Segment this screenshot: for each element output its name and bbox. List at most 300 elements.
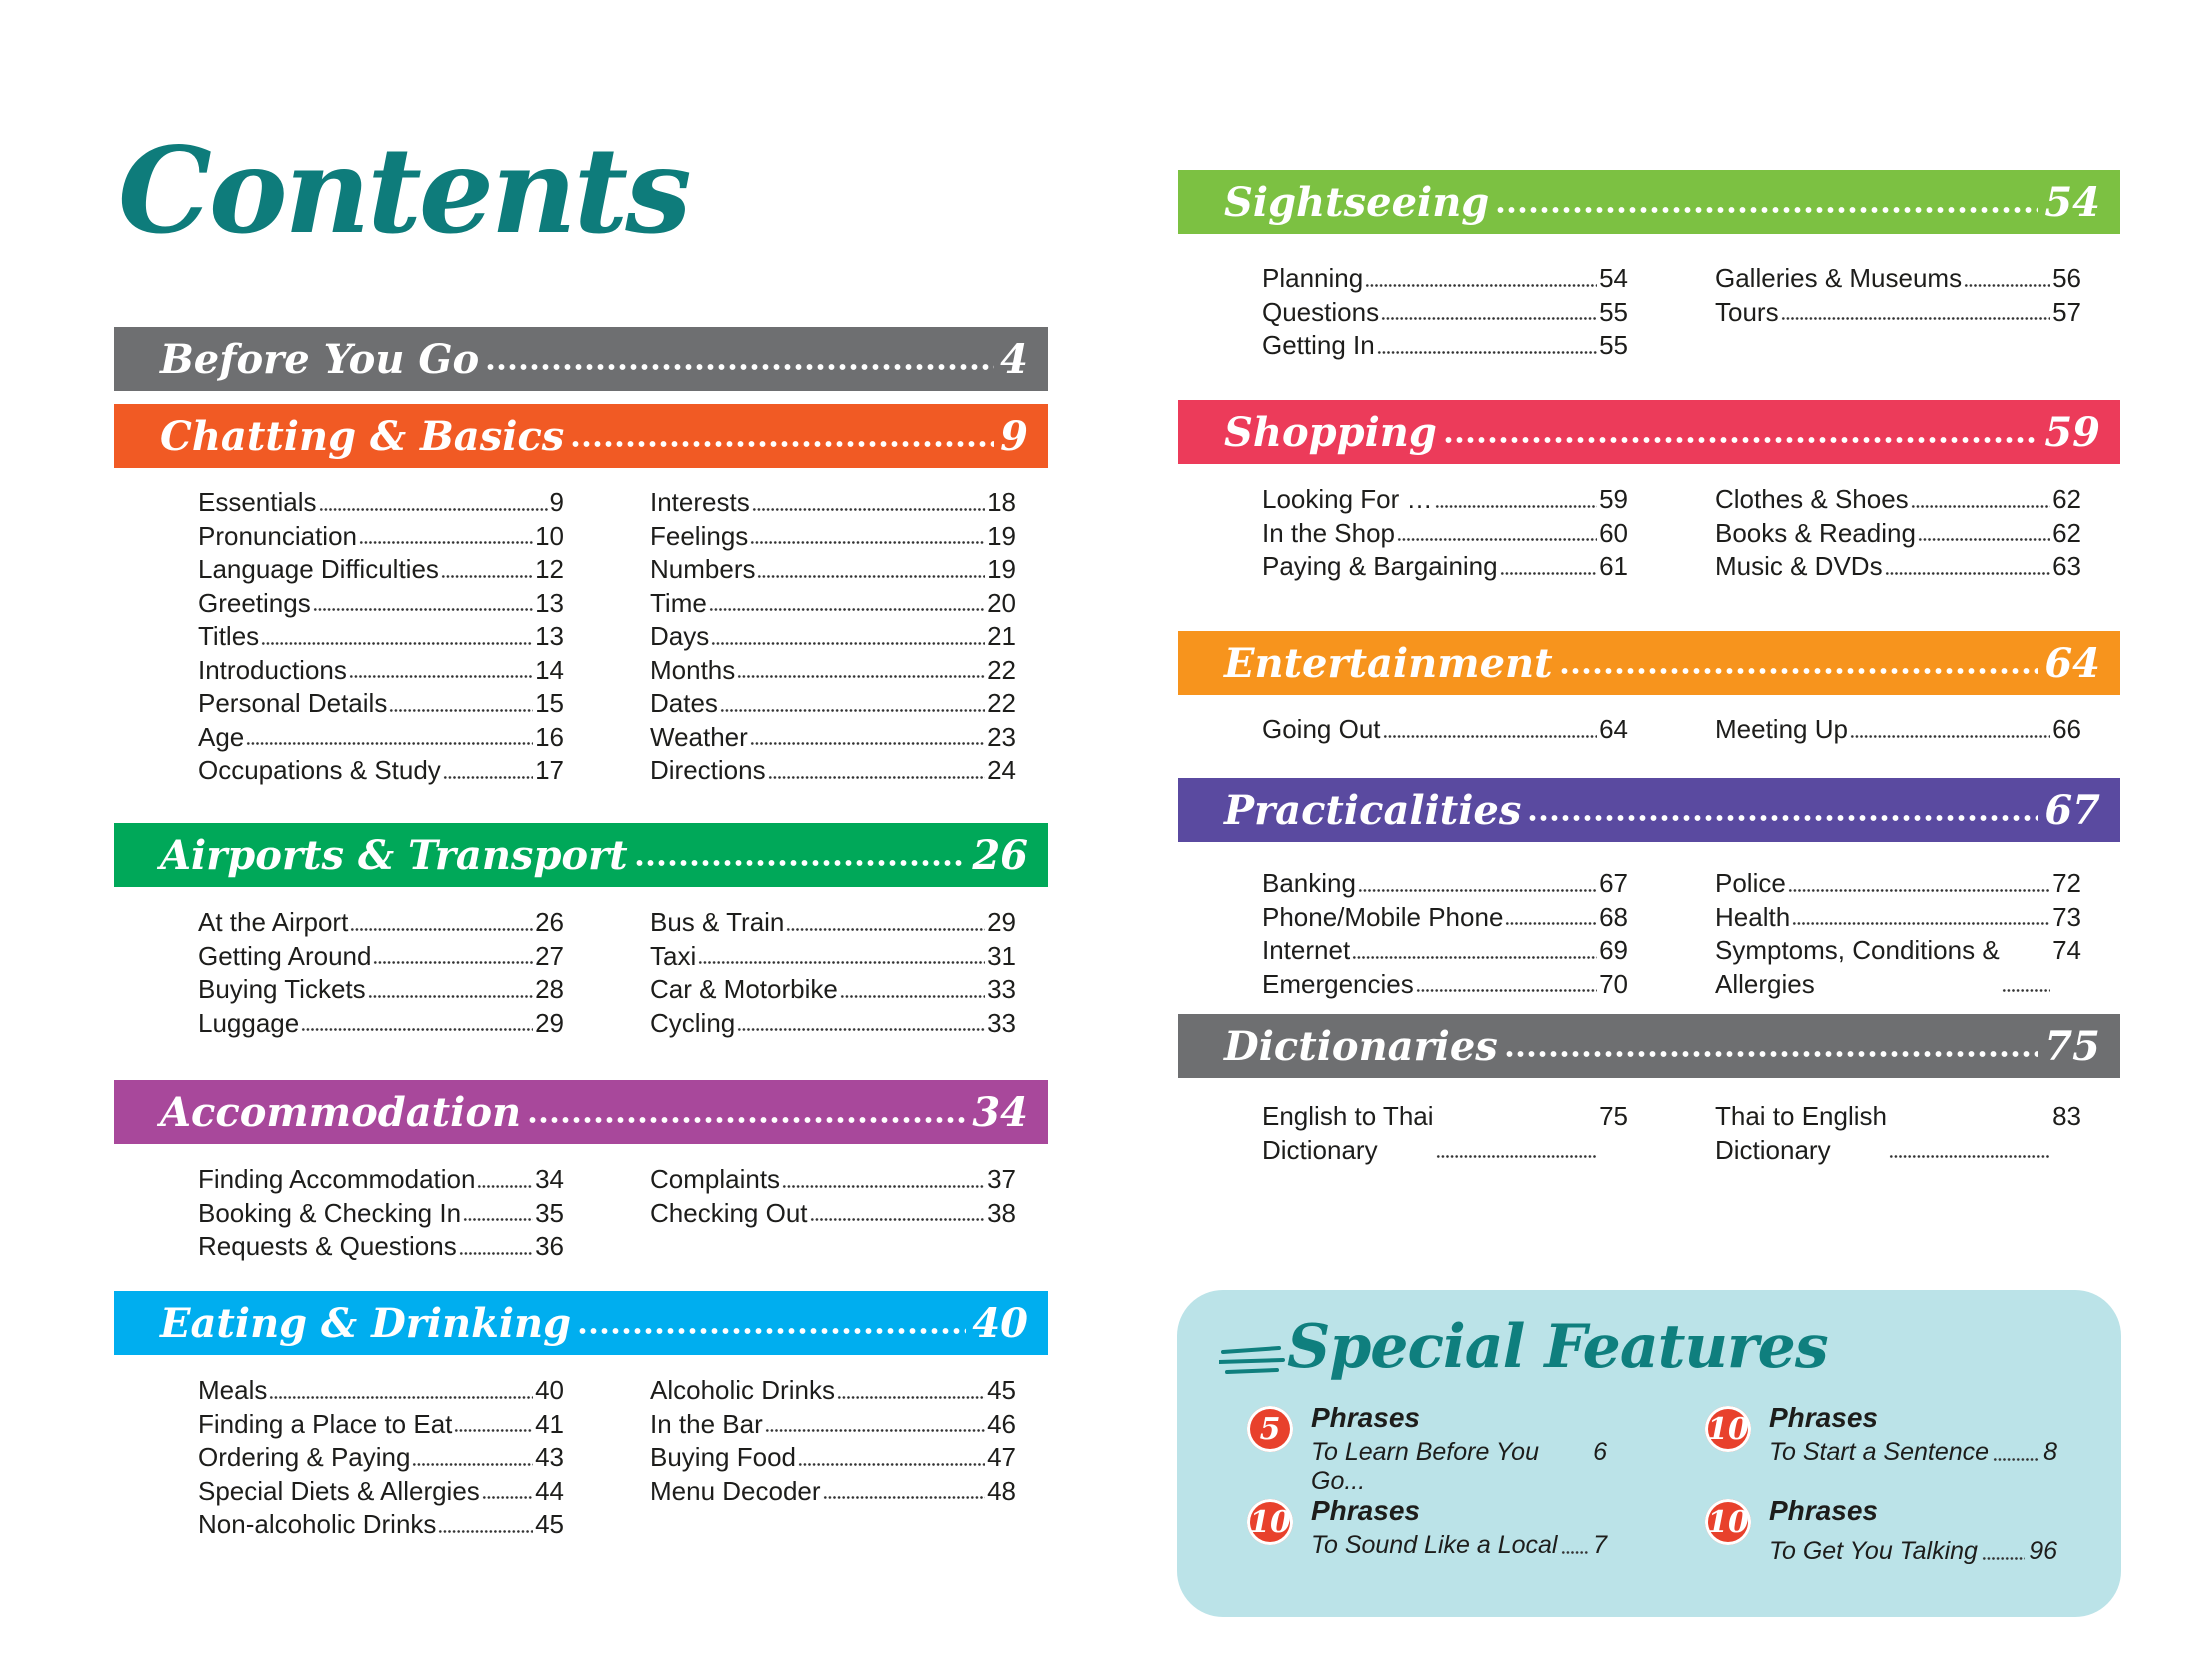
- toc-entry[interactable]: [650, 486, 1016, 520]
- entry-page: 62: [2052, 517, 2081, 548]
- feature-heading: Phrases: [1769, 1495, 1878, 1526]
- leader-dots: [752, 508, 985, 511]
- toc-entry[interactable]: [650, 1163, 1016, 1197]
- entry-title: Buying Food: [650, 1442, 796, 1472]
- entry-title: Requests & Questions: [198, 1231, 457, 1261]
- feature-subtitle: To Get You Talking: [1769, 1537, 1978, 1565]
- section-page: 54: [2044, 178, 2100, 226]
- toc-entry[interactable]: [650, 520, 1016, 554]
- entry-column-left: [1262, 1100, 1628, 1167]
- toc-entry[interactable]: [198, 1230, 564, 1264]
- entry-title: Essentials: [198, 487, 317, 517]
- leader-dots: [373, 961, 533, 964]
- toc-entry[interactable]: [198, 687, 564, 721]
- entry-title: Getting Around: [198, 940, 372, 971]
- feature-item[interactable]: [1705, 1495, 2057, 1575]
- entry-title: Phone/Mobile Phone: [1262, 901, 1504, 932]
- leader-dots: [412, 1463, 533, 1466]
- toc-entry[interactable]: [650, 754, 1016, 788]
- toc-entry[interactable]: [198, 1475, 564, 1509]
- leader-dots: [1781, 317, 2051, 320]
- entry-page: 31: [987, 940, 1016, 971]
- entry-page: 33: [987, 974, 1016, 1004]
- toc-entry[interactable]: [650, 1475, 1016, 1509]
- entry-title: Complaints: [650, 1164, 781, 1194]
- toc-entry[interactable]: [650, 973, 1016, 1007]
- section-title: Entertainment: [1224, 639, 1553, 687]
- leader-dots: [750, 541, 985, 544]
- entry-title-line: Thai to English: [1715, 1101, 1887, 1131]
- leader-dots: [709, 608, 985, 611]
- entry-title: Buying Tickets: [198, 974, 366, 1004]
- entry-column-right: [1715, 713, 2081, 747]
- leader-dots: [768, 776, 985, 779]
- entry-page: 55: [1599, 330, 1628, 360]
- section-page: 59: [2044, 408, 2100, 456]
- entry-column-left: [1262, 713, 1628, 747]
- entry-column-left: [198, 906, 564, 1040]
- toc-entry[interactable]: [1262, 296, 1628, 330]
- toc-entry[interactable]: [1262, 483, 1628, 517]
- entry-title-line: English to Thai: [1262, 1101, 1434, 1131]
- entry-column-left: [1262, 262, 1628, 363]
- entry-page: 9: [549, 487, 564, 517]
- entry-page: 74: [2052, 935, 2081, 965]
- number-badge: 10: [1247, 1499, 1293, 1545]
- section-entertainment[interactable]: [1178, 631, 2120, 695]
- entry-column-right: [1715, 262, 2081, 329]
- toc-entry[interactable]: [198, 520, 564, 554]
- toc-entry[interactable]: [1715, 867, 2081, 901]
- entry-title: Health: [1715, 901, 1791, 932]
- leader-dots: [837, 1396, 985, 1399]
- entry-title: Non-alcoholic Drinks: [198, 1509, 437, 1539]
- leader-dots: [786, 928, 985, 931]
- toc-entry[interactable]: [1715, 262, 2081, 296]
- entry-title: Police: [1715, 868, 1786, 898]
- section-chatting-basics[interactable]: [114, 404, 1048, 468]
- feature-page: 8: [2043, 1438, 2057, 1466]
- entry-page: 38: [987, 1197, 1016, 1228]
- entry-page: 62: [2052, 484, 2081, 514]
- entry-title: Clothes & Shoes: [1715, 484, 1909, 514]
- entry-page: 56: [2052, 263, 2081, 293]
- entry-page: 26: [535, 907, 564, 937]
- toc-entry[interactable]: [198, 1197, 564, 1231]
- leader-dots: [757, 575, 985, 578]
- toc-entry[interactable]: [198, 1508, 564, 1542]
- toc-entry[interactable]: [1715, 517, 2081, 551]
- toc-entry[interactable]: [1715, 901, 2081, 935]
- entry-column-left: [1262, 867, 1628, 1001]
- entry-title: Questions: [1262, 296, 1380, 327]
- leader-dots: [1358, 889, 1597, 892]
- toc-entry[interactable]: [198, 1374, 564, 1408]
- entry-title: Galleries & Museums: [1715, 263, 1963, 293]
- leader-dots: [319, 508, 548, 511]
- entry-title: Bus & Train: [650, 907, 785, 937]
- toc-entry[interactable]: [650, 721, 1016, 755]
- special-features-title: Special Features: [1287, 1312, 1828, 1382]
- entry-title: Directions: [650, 755, 766, 785]
- section-dictionaries[interactable]: [1178, 1014, 2120, 1078]
- section-shopping[interactable]: [1178, 400, 2120, 464]
- entry-title: Introductions: [198, 654, 347, 685]
- entry-title: Titles: [198, 621, 260, 651]
- leader-dots: [485, 362, 994, 372]
- entry-page: 36: [535, 1231, 564, 1261]
- entry-page: 73: [2052, 901, 2081, 932]
- entry-page: 68: [1599, 901, 1628, 932]
- entry-title: Personal Details: [198, 688, 388, 718]
- section-page: 26: [972, 831, 1028, 879]
- entry-title: Dates: [650, 688, 718, 718]
- entry-title: Age: [198, 721, 245, 752]
- toc-entry[interactable]: [198, 721, 564, 755]
- entry-title: Weather: [650, 721, 748, 752]
- leader-dots: [570, 439, 994, 449]
- entry-title: Internet: [1262, 935, 1351, 965]
- entry-title: Finding a Place to Eat: [198, 1408, 453, 1439]
- leader-dots: [1918, 538, 2050, 541]
- entry-page: 83: [2052, 1101, 2081, 1131]
- leader-dots: [477, 1185, 533, 1188]
- feature-subtitle-row: [1769, 1438, 2057, 1467]
- leader-dots: [301, 1028, 533, 1031]
- toc-entry[interactable]: [198, 906, 564, 940]
- leader-dots: [261, 642, 533, 645]
- speed-lines-icon: [1219, 1342, 1289, 1382]
- entry-page: 54: [1599, 263, 1628, 293]
- toc-entry[interactable]: [198, 587, 564, 621]
- entry-page: 15: [535, 688, 564, 718]
- toc-entry[interactable]: [650, 687, 1016, 721]
- entry-page: 44: [535, 1475, 564, 1506]
- toc-entry[interactable]: [650, 1007, 1016, 1041]
- entry-page: 55: [1599, 296, 1628, 327]
- entry-title: At the Airport: [198, 907, 349, 937]
- entry-page: 35: [535, 1197, 564, 1228]
- page-title: Contents: [118, 121, 689, 260]
- entry-title: Paying & Bargaining: [1262, 551, 1498, 581]
- entry-page: 72: [2052, 868, 2081, 898]
- toc-entry[interactable]: [1262, 934, 1628, 968]
- toc-entry[interactable]: [1262, 901, 1628, 935]
- entry-title: Getting In: [1262, 330, 1375, 360]
- toc-entry[interactable]: [650, 553, 1016, 587]
- leader-dots: [313, 608, 533, 611]
- leader-dots: [798, 1463, 985, 1466]
- feature-subtitle-row: [1769, 1537, 2057, 1566]
- toc-entry[interactable]: [650, 654, 1016, 688]
- entry-page: 34: [535, 1164, 564, 1194]
- entry-page: 48: [987, 1475, 1016, 1506]
- entry-page: 64: [1599, 714, 1628, 744]
- section-page: 64: [2044, 639, 2100, 687]
- section-title: Shopping: [1224, 408, 1437, 456]
- leader-dots: [443, 776, 533, 779]
- toc-entry[interactable]: [1715, 550, 2081, 584]
- entry-page: 70: [1599, 968, 1628, 999]
- leader-dots: [349, 675, 533, 678]
- leader-dots: [527, 1115, 966, 1125]
- entry-title-line: Dictionary: [1715, 1134, 1831, 1165]
- entry-page: 27: [535, 940, 564, 971]
- entry-title: Emergencies: [1262, 968, 1414, 999]
- toc-entry[interactable]: [650, 1441, 1016, 1475]
- toc-entry[interactable]: [650, 906, 1016, 940]
- entry-title-line: Allergies: [1715, 968, 1815, 999]
- entry-page: 22: [987, 688, 1016, 718]
- entry-title: Days: [650, 621, 710, 651]
- entry-page: 19: [987, 520, 1016, 551]
- leader-dots: [1377, 351, 1597, 354]
- section-title: Practicalities: [1224, 786, 1522, 834]
- toc-entry[interactable]: [1262, 329, 1628, 363]
- section-sightseeing[interactable]: [1178, 170, 2120, 234]
- entry-title: Cycling: [650, 1007, 736, 1038]
- leader-dots: [720, 709, 985, 712]
- feature-subtitle: To Learn Before You Go...: [1311, 1438, 1539, 1495]
- entry-page: 13: [535, 587, 564, 618]
- entry-page: 60: [1599, 517, 1628, 548]
- toc-entry[interactable]: [650, 1374, 1016, 1408]
- entry-page: 45: [535, 1509, 564, 1539]
- entry-page: 61: [1599, 551, 1628, 581]
- toc-entry[interactable]: [1262, 968, 1628, 1002]
- feature-heading: Phrases: [1769, 1402, 1878, 1433]
- leader-dots: [454, 1429, 533, 1432]
- leader-dots: [1993, 1458, 2039, 1461]
- entry-title: Luggage: [198, 1007, 300, 1038]
- section-title: Eating & Drinking: [160, 1299, 572, 1347]
- entry-title: In the Shop: [1262, 517, 1395, 548]
- leader-dots: [359, 541, 533, 544]
- feature-page: 6: [1593, 1438, 1607, 1466]
- leader-dots: [389, 709, 533, 712]
- entry-title: Meeting Up: [1715, 714, 1848, 744]
- toc-entry[interactable]: [198, 620, 564, 654]
- section-page: 9: [1000, 412, 1028, 460]
- leader-dots: [1792, 922, 2050, 925]
- leader-dots: [1964, 284, 2050, 287]
- entry-title: Pronunciation: [198, 520, 357, 551]
- toc-entry[interactable]: [198, 486, 564, 520]
- entry-title: Booking & Checking In: [198, 1197, 462, 1228]
- entry-page: 40: [535, 1375, 564, 1405]
- toc-entry[interactable]: [198, 1007, 564, 1041]
- toc-entry[interactable]: [1715, 483, 2081, 517]
- entry-column-right: [650, 1374, 1016, 1508]
- section-page: 4: [1000, 335, 1028, 383]
- number-badge: 5: [1247, 1406, 1293, 1452]
- entry-column-right: [1715, 483, 2081, 584]
- entry-page: 59: [1599, 484, 1628, 514]
- entry-title: Time: [650, 587, 707, 618]
- entry-page: 46: [987, 1408, 1016, 1439]
- toc-entry[interactable]: [198, 940, 564, 974]
- entry-column-left: [198, 1163, 564, 1264]
- leader-dots: [1500, 572, 1597, 575]
- leader-dots: [1850, 735, 2050, 738]
- leader-dots: [1352, 956, 1597, 959]
- section-page: 40: [972, 1299, 1028, 1347]
- toc-entry[interactable]: [1262, 867, 1628, 901]
- entry-page: 13: [535, 621, 564, 651]
- feature-item[interactable]: [1705, 1402, 2057, 1482]
- entry-page: 69: [1599, 935, 1628, 965]
- entry-title: Months: [650, 654, 736, 685]
- leader-dots: [737, 675, 985, 678]
- section-title: Accommodation: [160, 1088, 522, 1136]
- toc-entry[interactable]: [650, 587, 1016, 621]
- section-airports-transport[interactable]: [114, 823, 1048, 887]
- toc-entry[interactable]: [1262, 550, 1628, 584]
- entry-page: 24: [987, 755, 1016, 785]
- entry-title: Books & Reading: [1715, 517, 1916, 548]
- leader-dots: [1561, 1551, 1589, 1554]
- entry-page: 29: [535, 1007, 564, 1038]
- toc-entry[interactable]: [1262, 1100, 1628, 1167]
- toc-entry[interactable]: [198, 553, 564, 587]
- entry-page: 28: [535, 974, 564, 1004]
- entry-page: 33: [987, 1007, 1016, 1038]
- number-badge: 10: [1705, 1499, 1751, 1545]
- entry-title: Taxi: [650, 940, 697, 971]
- toc-entry[interactable]: [1715, 934, 2081, 1001]
- entry-page: 66: [2052, 714, 2081, 744]
- entry-title: Going Out: [1262, 714, 1381, 744]
- entry-page: 10: [535, 520, 564, 551]
- entry-page: 14: [535, 654, 564, 685]
- toc-entry[interactable]: [198, 973, 564, 1007]
- section-before-you-go[interactable]: [114, 327, 1048, 391]
- entry-title-line: Dictionary: [1262, 1134, 1378, 1165]
- entry-title: Greetings: [198, 587, 311, 618]
- leader-dots: [1397, 538, 1597, 541]
- leader-dots: [1495, 205, 2038, 215]
- leader-dots: [1885, 572, 2051, 575]
- leader-dots: [269, 1396, 533, 1399]
- leader-dots: [840, 995, 985, 998]
- entry-column-left: [1262, 483, 1628, 584]
- leader-dots: [1889, 1155, 2050, 1158]
- feature-heading: Phrases: [1311, 1402, 1420, 1433]
- entry-column-right: [650, 1163, 1016, 1230]
- section-title: Dictionaries: [1224, 1022, 1498, 1070]
- toc-entry[interactable]: [650, 1197, 1016, 1231]
- leader-dots: [368, 995, 533, 998]
- feature-subtitle: To Sound Like a Local: [1311, 1531, 1558, 1559]
- entry-page: 29: [987, 907, 1016, 937]
- leader-dots: [737, 1028, 985, 1031]
- toc-entry[interactable]: [650, 1408, 1016, 1442]
- leader-dots: [463, 1218, 533, 1221]
- leader-dots: [782, 1185, 985, 1188]
- leader-dots: [1559, 666, 2039, 676]
- entry-page: 45: [987, 1375, 1016, 1405]
- toc-entry[interactable]: [1715, 296, 2081, 330]
- entry-title: Numbers: [650, 554, 756, 584]
- entry-title: Feelings: [650, 520, 749, 551]
- special-features-panel: [1177, 1290, 2121, 1617]
- leader-dots: [1383, 735, 1598, 738]
- leader-dots: [634, 858, 967, 868]
- leader-dots: [1527, 813, 2038, 823]
- leader-dots: [1416, 989, 1597, 992]
- entry-page: 63: [2052, 551, 2081, 581]
- entry-column-right: [650, 486, 1016, 788]
- leader-dots: [2002, 989, 2050, 992]
- entry-page: 18: [987, 487, 1016, 517]
- entry-page: 22: [987, 654, 1016, 685]
- section-practicalities[interactable]: [1178, 778, 2120, 842]
- entry-title: Language Difficulties: [198, 554, 439, 584]
- toc-entry[interactable]: [198, 1408, 564, 1442]
- feature-item[interactable]: [1247, 1402, 1607, 1495]
- toc-entry[interactable]: [1262, 517, 1628, 551]
- feature-heading: Phrases: [1311, 1495, 1420, 1526]
- entry-title: [1715, 934, 2000, 1001]
- feature-subtitle-row: [1311, 1531, 1607, 1560]
- leader-dots: [482, 1496, 533, 1499]
- toc-entry[interactable]: [198, 654, 564, 688]
- entry-title: Menu Decoder: [650, 1475, 821, 1506]
- entry-page: 19: [987, 554, 1016, 584]
- toc-entry[interactable]: [650, 620, 1016, 654]
- leader-dots: [711, 642, 985, 645]
- leader-dots: [765, 1429, 985, 1432]
- section-page: 34: [972, 1088, 1028, 1136]
- toc-entry[interactable]: [650, 940, 1016, 974]
- entry-page: 57: [2052, 296, 2081, 327]
- section-title: Before You Go: [160, 335, 480, 383]
- leader-dots: [246, 742, 533, 745]
- entry-page: 47: [987, 1442, 1016, 1472]
- feature-subtitle-row: [1311, 1438, 1607, 1496]
- leader-dots: [438, 1530, 533, 1533]
- entry-title: Planning: [1262, 263, 1364, 293]
- section-title: Airports & Transport: [160, 831, 628, 879]
- leader-dots: [1505, 922, 1597, 925]
- entry-title: Interests: [650, 487, 750, 517]
- toc-entry[interactable]: [198, 1441, 564, 1475]
- feature-item[interactable]: [1247, 1495, 1607, 1575]
- entry-title: Car & Motorbike: [650, 974, 838, 1004]
- toc-entry[interactable]: [1262, 262, 1628, 296]
- leader-dots: [1435, 505, 1598, 508]
- leader-dots: [823, 1496, 986, 1499]
- entry-title: [1262, 1100, 1434, 1167]
- toc-entry[interactable]: [198, 1163, 564, 1197]
- entry-title: Tours: [1715, 296, 1779, 327]
- toc-entry[interactable]: [1715, 1100, 2081, 1167]
- number-badge: 10: [1705, 1406, 1751, 1452]
- leader-dots: [1381, 317, 1597, 320]
- entry-title: Looking For …: [1262, 484, 1433, 514]
- entry-title: Music & DVDs: [1715, 551, 1883, 581]
- section-title: Chatting & Basics: [160, 412, 565, 460]
- section-eating-drinking[interactable]: [114, 1291, 1048, 1355]
- leader-dots: [577, 1326, 966, 1336]
- entry-column-left: [198, 486, 564, 788]
- toc-entry[interactable]: [198, 754, 564, 788]
- entry-title: [1715, 1100, 1887, 1167]
- toc-entry[interactable]: [1715, 713, 2081, 747]
- section-accommodation[interactable]: [114, 1080, 1048, 1144]
- toc-entry[interactable]: [1262, 713, 1628, 747]
- leader-dots: [1443, 435, 2038, 445]
